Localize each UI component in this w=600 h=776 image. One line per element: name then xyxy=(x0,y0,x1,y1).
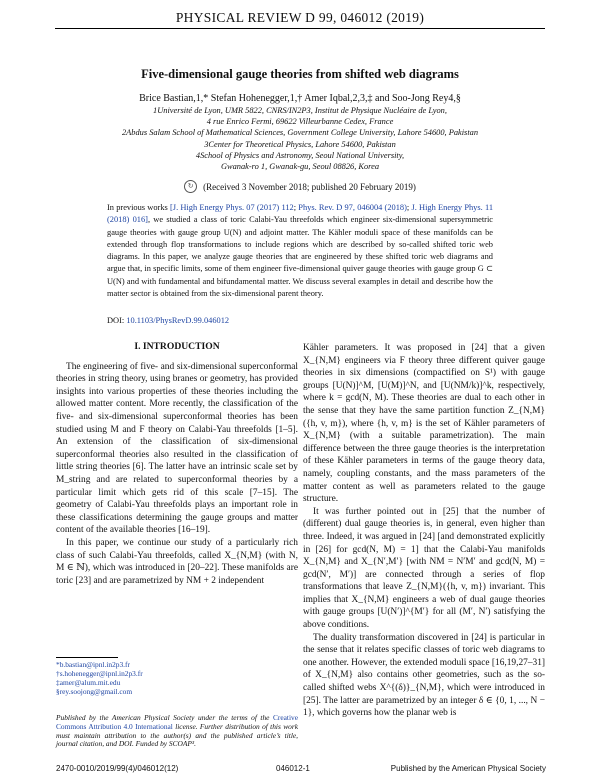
body-paragraph: The duality transformation discovered in [24] is particular in the sense that it relates specific classes of toric web diagrams to one another. However, the extended moduli space [16,19,27–31] of X_{N,M} also contains other geometries, such as the so-called shifted webs X^{(δ)}_{N,M}, which were introduced in [25]. The latter are parametrized by an integer δ ∈ {0, 1, ..., N − 1}, which governs how the planar web is xyxy=(303,632,545,719)
doi-line xyxy=(107,316,229,325)
affiliation-line: 2Abdus Salam School of Mathematical Sciences, Government College University, Lahore 54600, Pakistan xyxy=(121,128,479,138)
affiliation-line: Gwanak-ro 1, Gwanak-gu, Seoul 08826, Korea xyxy=(220,162,380,172)
paper-title: Five-dimensional gauge theories from shifted web diagrams xyxy=(141,67,459,81)
left-column xyxy=(56,337,298,587)
abstract xyxy=(107,202,493,300)
body-paragraph: The engineering of five- and six-dimensional superconformal theories in string theory, using branes or geometry, has provided insights into various properties of these theories including the allowed matter content. More recently, the classification of the five- and six-dimensional superconformal theories has been studied using M and F theory on Calabi-Yau threefolds [1–5]. An extension of the classification of six-dimensional superconformal theories also resulted in the classification of little string theories [6]. The latter have an intrinsic scale set by M_string and are related to superconformal theories by a particular limit which gets rid of this scale [7–15]. The geometry of Calabi-Yau threefolds plays an important role in these classifications determining the gauge groups and matter content of the available theories [16–19]. xyxy=(56,361,298,536)
abstract-ref-link[interactable]: Phys. Rev. D 97, 046004 (2018) xyxy=(298,203,407,212)
footnote-rule xyxy=(56,657,118,658)
footer-page-number: 046012-1 xyxy=(276,764,310,773)
abstract-body: , we studied a class of toric Calabi-Yau threefolds which engineer six-dimensional supersymmetric gauge theories with gauge group U(N) and adjoint matter. The Kähler moduli space of these manifolds can be extended through flop transformations to include regions which are described by so-called shifted toric web diagrams. In this paper, we analyze gauge theories that are engineered by these shifted toric web diagrams and argue that, in specific limits, some of them engineer five-dimensional quiver gauge theories with gauge group G ⊂ U(N) and with fundamental and bifundamental matter. We discuss several examples in detail and describe how the matter sector is obtained from the six-dimensional parent theory. xyxy=(107,215,493,299)
received-line xyxy=(0,180,600,193)
section-heading: I. INTRODUCTION xyxy=(134,341,220,352)
abstract-sep: ; xyxy=(406,203,412,212)
body-paragraph: In this paper, we continue our study of a particularly rich class of such Calabi-Yau threefolds, called X_{N,M} (with N, M ∈ ℕ), which was introduced in [20–22]. These manifolds are toric [23] and are parametrized by NM + 2 independent xyxy=(56,537,298,586)
check-for-updates-icon[interactable]: ↻ xyxy=(184,180,197,193)
author-list: Brice Bastian,1,* Stefan Hohenegger,1,† Amer Iqbal,2,3,‡ and Soo-Jong Rey4,§ xyxy=(139,93,461,104)
license-text: license. Further distribution of this work must maintain attribution to the author(s) and the published article’s title, journal citation, and DOI. Funded by SCOAP³. xyxy=(56,721,298,749)
abstract-ref-link[interactable]: J. High Energy Phys. 11 (2018) 016] xyxy=(107,203,494,225)
author-email[interactable]: †s.hohenegger@ipnl.in2p3.fr xyxy=(56,668,143,678)
author-email[interactable]: *b.bastian@ipnl.in2p3.fr xyxy=(56,660,130,669)
license-notice xyxy=(56,714,298,749)
author-email[interactable]: §rey.soojong@gmail.com xyxy=(56,686,133,696)
running-head: PHYSICAL REVIEW D 99, 046012 (2019) xyxy=(175,10,425,25)
right-column xyxy=(303,342,545,720)
affiliation-line: 3Center for Theoretical Physics, Lahore 54600, Pakistan xyxy=(204,139,396,149)
doi-link[interactable]: 10.1103/PhysRevD.99.046012 xyxy=(126,316,230,325)
doi-label: DOI: xyxy=(107,316,127,325)
affiliations xyxy=(90,105,510,172)
author-email[interactable]: ‡amer@alum.mit.edu xyxy=(56,677,121,687)
affiliation-line: 4School of Physics and Astronomy, Seoul National University, xyxy=(195,150,405,160)
abstract-ref-link[interactable]: [J. High Energy Phys. 07 (2017) 112 xyxy=(170,203,294,212)
abstract-prefix: In previous works xyxy=(107,203,171,212)
header-rule xyxy=(55,28,545,29)
abstract-sep: ; xyxy=(293,203,299,212)
body-paragraph: It was further pointed out in [25] that the number of (different) dual gauge theories is, in general, even higher than three. Indeed, it was argued in [24] [and demonstrated explicitly in [26] for gcd(N, M) = 1] that the Calabi-Yau manifolds X_{N,M} and X_{N′,M′} [with NM = N′M′ and gcd(N, M) = gcd(N′, M′)] are connected through a series of flop transformations that leave Z_{N,M}({h, v, m}) invariant. This implies that X_{N,M} engineers a web of dual gauge theories with gauge groups [U(N′)]^{M′} for all (M′, N′) satisfying the above conditions. xyxy=(303,506,545,631)
license-link[interactable]: Creative Commons Attribution 4.0 International xyxy=(56,713,298,731)
footnotes xyxy=(56,661,298,697)
footer-publisher: Published by the American Physical Society xyxy=(390,764,546,773)
received-dates: (Received 3 November 2018; published 20 February 2019) xyxy=(203,181,416,192)
footer-issn: 2470-0010/2019/99(4)/046012(12) xyxy=(56,764,179,773)
affiliation-line: 4 rue Enrico Fermi, 69622 Villeurbanne Cedex, France xyxy=(206,117,394,127)
license-text: Published by the American Physical Society under the terms of the xyxy=(56,713,273,722)
body-paragraph: Kähler parameters. It was proposed in [24] that a given X_{N,M} engineers via F theory three different quiver gauge theories in six dimensions (compactified on S¹) with gauge groups [U(N)]^M, [U(M)]^N, and [U(NM/k)]^k, respectively, where k = gcd(N, M). These theories are dual to each other in the sense that they have the same partition function Z_{N,M}({h, v, m}), where {h, v, m} is the set of Kähler parameters of X_{N,M} (with a suitable parametrization). The main difference between the three gauge theories is the interpretation of these Kähler parameters in terms of the gauge theory data, namely, coupling constants, and the mass parameters of the matter content as well as parameters related to the gauge structure. xyxy=(303,343,545,505)
affiliation-line: 1Université de Lyon, UMR 5822, CNRS/IN2P3, Institut de Physique Nucléaire de Lyon, xyxy=(153,106,447,115)
